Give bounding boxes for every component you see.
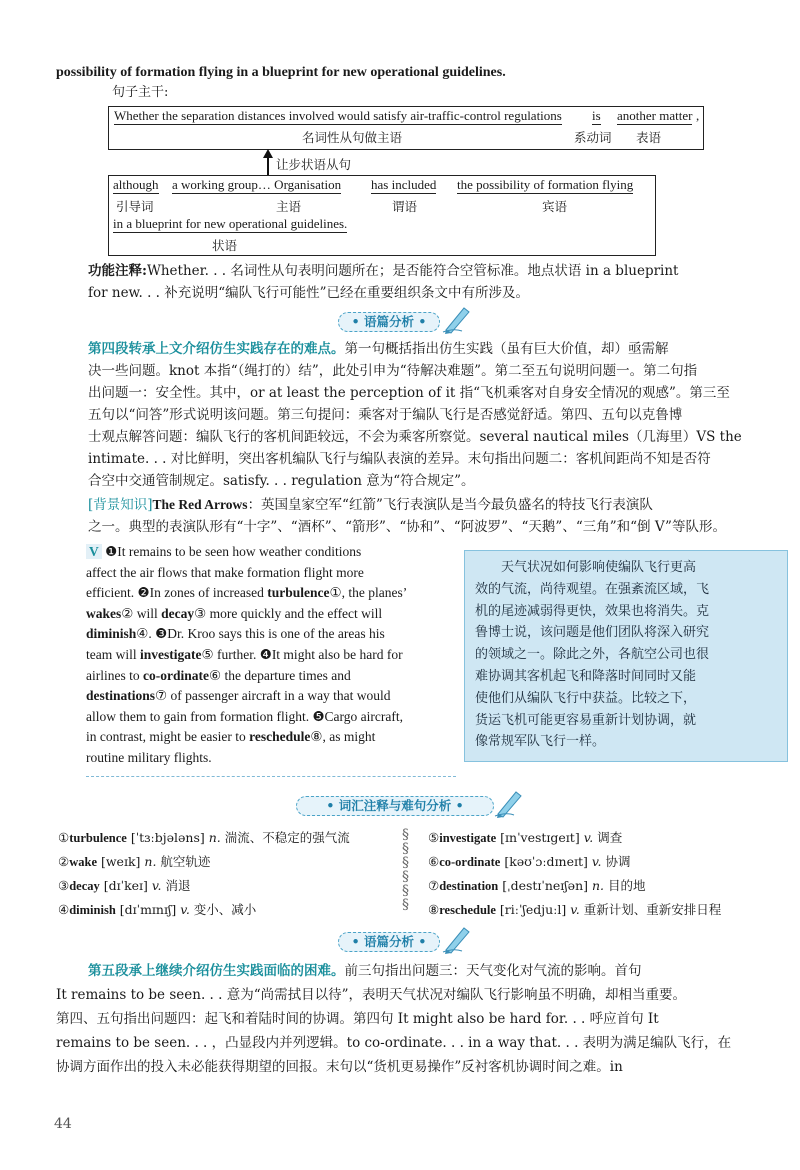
- analysis4-line-1: [88, 340, 669, 358]
- pen-icon: [494, 788, 528, 818]
- clause-subject-label: 主语: [276, 199, 302, 214]
- subject-clause-label: 名词性从句做主语: [302, 130, 403, 145]
- section-banner-discourse-2: • 语篇分析 •: [338, 932, 440, 952]
- analysis4-text-1: 第一句概括指出仿生实践（虽有巨大价值，却）亟需解: [344, 341, 669, 357]
- main-clause-label: 句子主干:: [112, 85, 169, 100]
- translation-line-8: 货运飞机可能更容易重新计划协调，就: [475, 712, 697, 728]
- intro-line: possibility of formation flying in a blueprint for new operational guidelines.: [56, 65, 506, 80]
- passage-line-10: in contrast, might be easier to reschedule⑧, as might: [86, 729, 376, 745]
- passage-line-2: affect the air flows that make formation flight more: [86, 564, 364, 580]
- background-line-2: 之一。典型的表演队形有“十字”、“酒杯”、“箭形”、“协和”、“阿波罗”、“天鹅”、“三角”和“倒 V”等队形。: [88, 519, 726, 535]
- clause-object-label: 宾语: [542, 199, 568, 214]
- function-note-text-1: Whether. . . 名词性从句表明问题所在；是否能符合空管标准。地点状语 in a blueprint: [146, 263, 679, 279]
- analysis5-line-2: It remains to be seen. . . 意为“尚需拭目以待”，表明天气状况对编队飞行影响虽不明确，却相当重要。: [56, 987, 686, 1003]
- vocab-item-reschedule: ⑧reschedule [riːˈʃedjuːl] v. 重新计划、重新安排日程: [428, 902, 722, 917]
- main-comma: ,: [696, 108, 700, 123]
- main-verb: is: [592, 108, 601, 123]
- translation-line-7: 使他们从编队飞行中获益。比较之下，: [475, 690, 697, 706]
- vocab-item-co-ordinate: ⑥co-ordinate [kəʊˈɔːdɪneɪt] v. 协调: [428, 854, 631, 869]
- vocab-item-turbulence: ①turbulence [ˈtɜːbjələns] n. 湍流、不稳定的强气流: [58, 830, 350, 845]
- background-title: The Red Arrows: [152, 497, 248, 512]
- analysis4-line-7: 合空中交通管制规定。satisfy. . . regulation 意为“符合规定”。: [88, 473, 475, 489]
- background-line-1: [88, 496, 653, 514]
- background-text-1: ：英国皇家空军“红箭”飞行表演队是当今最负盛名的特技飞行表演队: [247, 497, 653, 513]
- pen-icon: [442, 924, 476, 954]
- translation-line-6: 难协调其客机起飞和降落时间同时又能: [475, 668, 697, 684]
- translation-line-4: 鲁博士说，该问题是他们团队将深入研究: [475, 625, 710, 641]
- vocab-item-investigate: ⑤investigate [ɪnˈvestɪgeɪt] v. 调查: [428, 830, 623, 845]
- passage-line-11: routine military flights.: [86, 749, 212, 765]
- translation-line-9: 像常规军队飞行一样。: [475, 734, 606, 750]
- clause-conj: although: [113, 177, 159, 192]
- clause-verb-label: 谓语: [392, 199, 418, 214]
- analysis4-lead: 第四段转承上文介绍仿生实践存在的难点。: [88, 341, 345, 357]
- analysis4-line-6: intimate. . . 对比鲜明，突出客机编队飞行与编队表演的差异。末句指出问题二：客机间距尚不知是否符: [88, 451, 711, 467]
- analysis5-line-1: [88, 962, 642, 980]
- passage-line-1: V ❶It remains to be seen how weather conditions: [86, 542, 458, 563]
- analysis4-line-2: 决一些问题。knot 本指“（绳打的）结”，此处引申为“待解决难题”。第二至五句说明问题一。第二句指: [88, 363, 698, 379]
- passage-line-3: efficient. ❷In zones of increased turbulence①, the planes’: [86, 585, 408, 601]
- translation-line-3: 机的尾迹减弱得更快，效果也将消失。克: [475, 603, 710, 619]
- adverbial-label: 状语: [212, 238, 238, 253]
- analysis5-line-3: 第四、五句指出问题四：起飞和着陆时间的协调。第四句 It might also be hard for. . . 呼应首句 It: [56, 1011, 659, 1027]
- verb-label: 系动词: [574, 130, 612, 145]
- function-note-line-1: [88, 262, 678, 280]
- pen-icon: [442, 304, 476, 334]
- vocab-item-decay: ③decay [dɪˈkeɪ] v. 消退: [58, 878, 191, 893]
- analysis5-line-5: 协调方面作出的投入未必能获得期望的回报。末句以“货机更易操作”反衬客机协调时间之难。in: [56, 1059, 623, 1075]
- vocab-item-diminish: ④diminish [dɪˈmɪnɪʃ] v. 变小、减小: [58, 902, 257, 917]
- section-banner-discourse-1: • 语篇分析 •: [338, 312, 440, 332]
- analysis4-line-3: 出问题一：安全性。其中，or at least the perception of it 指“飞机乘客对自身安全情况的观感”。第三至: [88, 385, 730, 401]
- vocab-item-destination: ⑦destination [ˌdestɪˈneɪʃən] n. 目的地: [428, 878, 646, 893]
- analysis4-line-4: 五句以“问答”形式说明该问题。第三句提问：乘客对于编队飞行是否感觉舒适。第四、五句以克鲁博: [88, 407, 683, 423]
- translation-line-1: 天气状况如何影响使编队飞行更高: [501, 560, 697, 575]
- page-number: 44: [54, 1116, 72, 1132]
- passage: [86, 542, 458, 772]
- predicative: another matter: [617, 108, 693, 123]
- section-banner-vocab: • 词汇注释与难句分析 •: [296, 796, 494, 816]
- passage-line-9: allow them to gain from formation flight. ❺Cargo aircraft,: [86, 708, 404, 724]
- passage-divider: [86, 776, 456, 777]
- function-note-label: 功能注释:: [88, 263, 147, 279]
- analysis5-lead: 第五段承上继续介绍仿生实践面临的困难。: [88, 963, 345, 979]
- subject-clause: Whether the separation distances involved would satisfy air-traffic-control regulations: [114, 108, 562, 123]
- clause-subject: a working group… Organisation: [172, 177, 342, 192]
- clause-adverbial: in a blueprint for new operational guidelines.: [113, 216, 348, 231]
- predicative-label: 表语: [636, 130, 662, 145]
- passage-line-7: airlines to co-ordinate⑥ the departure times and: [86, 667, 351, 683]
- passage-line-5: diminish④. ❸Dr. Kroo says this is one of the areas his: [86, 626, 385, 642]
- analysis4-line-5: 士观点解答问题：编队飞行的客机间距较远，不会为乘客所察觉。several nautical miles（几海里）VS the: [88, 429, 742, 445]
- analysis5-text-1: 前三句指出问题三：天气变化对气流的影响。首句: [344, 963, 642, 979]
- paragraph-numeral: V: [86, 544, 102, 559]
- passage-line-8: destinations⑦ of passenger aircraft in a way that would: [86, 688, 391, 704]
- clause-object: the possibility of formation flying: [457, 177, 634, 192]
- vocab-item-wake: ②wake [weɪk] n. 航空轨迹: [58, 854, 211, 869]
- conj-label: 引导词: [116, 199, 154, 214]
- translation-line-2: 效的气流，尚待观望。在强紊流区域，飞: [475, 581, 710, 597]
- background-tag: [背景知识]: [88, 497, 153, 513]
- translation-line-5: 的领域之一。除此之外，各航空公司也很: [475, 647, 710, 663]
- analysis5-line-4: remains to be seen. . . ，凸显段内并列逻辑。to co-ordinate. . . in a way that. . . 表明为满足编队飞行，在: [56, 1035, 732, 1051]
- translation-box: [464, 550, 788, 762]
- function-note-line-2: for new. . . 补充说明“编队飞行可能性”已经在重要组织条文中有所涉及。: [88, 285, 530, 301]
- clause-verb: has included: [371, 177, 437, 192]
- passage-line-6: team will investigate⑤ further. ❹It might also be hard for: [86, 646, 403, 662]
- vocab-divider: § § § § § §: [402, 827, 409, 913]
- passage-line-4: wakes② will decay③ more quickly and the effect will: [86, 605, 383, 621]
- concession-label: 让步状语从句: [276, 157, 352, 172]
